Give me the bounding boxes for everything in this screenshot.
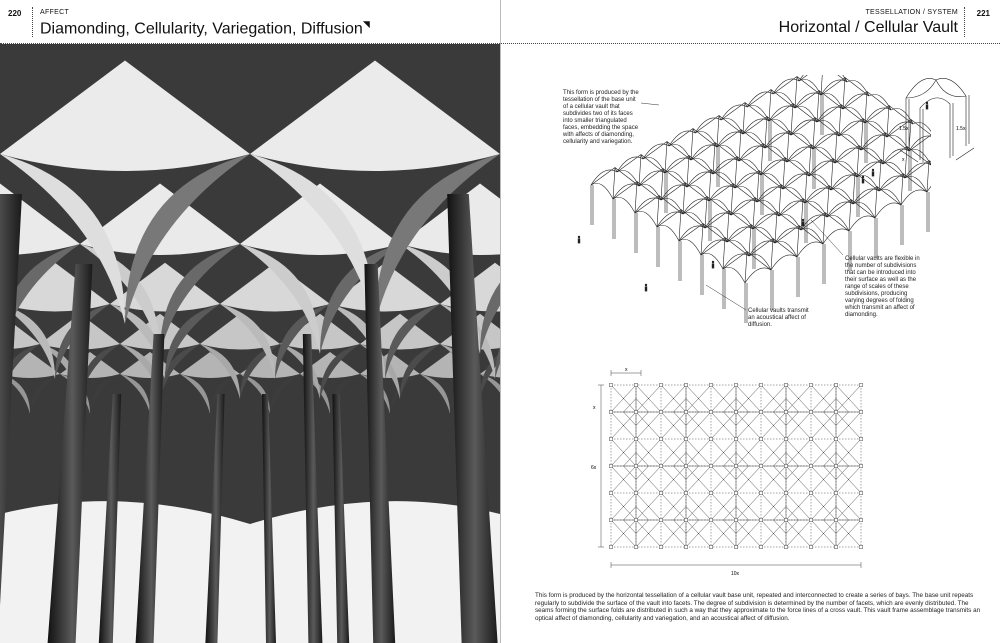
right-header <box>501 0 1000 44</box>
right-page-number: 221 <box>976 9 990 18</box>
plan-height-label: 6x <box>591 465 597 471</box>
plan-width-label: 10x <box>731 571 740 577</box>
page-caption: This form is produced by the horizontal tessellation of a cellular vault base unit, repeated and interconnected to create a series of bays. The base unit repeats regularly to subdivide the surface of the vault into facets. The degree of subdivision is determined by the number of facets, which are evenly distributed. The seams forming the surface folds are distributed in such a way that they approximate to the force lines of a cross vault. This vault frame assemblage transmits an optical affect of diamonding, cellularity and variegation, and an acoustical affect of diffusion. <box>535 592 981 622</box>
header-divider <box>964 7 965 37</box>
left-section-label: AFFECT <box>40 9 70 16</box>
wifi-symbol-icon: ◥ <box>362 19 370 29</box>
left-page-title: Diamonding, Cellularity, Variegation, Diffusion◥ <box>40 19 370 38</box>
unit-base-label: x <box>902 157 905 163</box>
right-section-label: TESSELLATION / SYSTEM <box>865 9 958 16</box>
plan-top-label: x <box>625 367 628 373</box>
cellular-vault-photo <box>0 44 500 643</box>
plan-grid-drawing <box>571 365 941 580</box>
right-page-title: Horizontal / Cellular Vault <box>778 19 958 36</box>
unit-height-label-a: 1.5x <box>899 126 909 132</box>
annotation-bottom: Cellular vaults transmit an acoustical affect of diffusion. <box>748 308 809 328</box>
annotation-right: Cellular vaults are flexible in the number of subdivisions that can be introduced into their surface as well as the range of scales of these subdivisions, producing varying degrees of folding which transmit an affect of diamonding. <box>845 256 920 318</box>
right-page <box>500 0 1000 643</box>
header-divider <box>32 7 33 37</box>
unit-height-label-b: 1.5x <box>956 126 966 132</box>
annotation-top-left: This form is produced by the tessellation of the base unit of a cellular vault that subdivides two of its faces into smaller triangulated faces, embedding the space with affects of diamonding, cellularity and variegation. <box>563 90 639 145</box>
base-unit-diagram <box>896 68 976 168</box>
plan-left-label: x <box>593 405 596 411</box>
left-header <box>0 0 500 44</box>
left-page-number: 220 <box>8 9 22 18</box>
